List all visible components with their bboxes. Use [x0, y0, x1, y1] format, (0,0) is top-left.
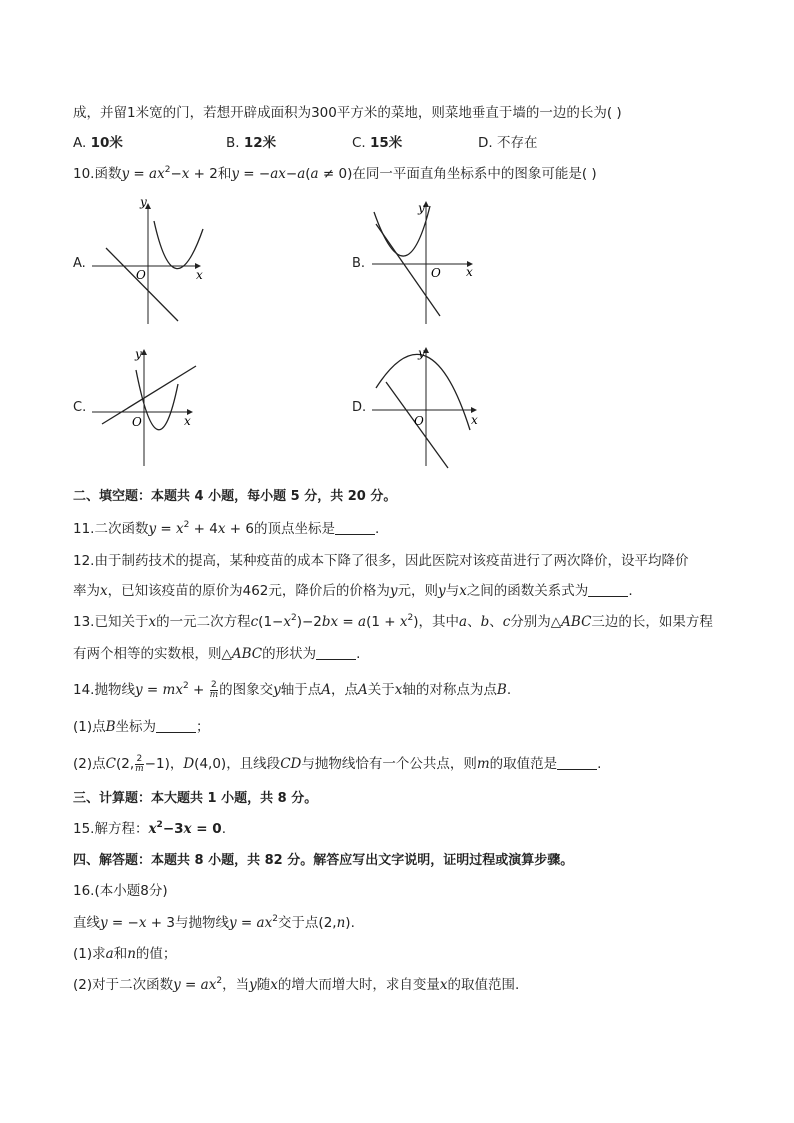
q14-part-2: (2)点C(2, $\frac{2}{m}$ −1)，D(4,0)，且线段CD与抛物线恰有一个公共点，则m的取值范是 .: [73, 753, 602, 774]
svg-text:x: x: [466, 265, 473, 279]
svg-text:x: x: [196, 268, 203, 282]
graph-d-label: D.: [352, 400, 367, 415]
graph-a: [88, 196, 218, 326]
q15: 15.解方程：$x^2-3x = 0$.: [73, 820, 226, 837]
q13-line-1: 13.已知关于x的一元二次方程$c(1-x^2)-2bx = a(1 + x^2)$，其中a、b、c分别为△ABC三边的长，如果方程: [73, 613, 713, 630]
section-4-heading: 四、解答题：本题共 8 小题，共 82 分。解答应写出文字说明，证明过程或演算步骤。: [73, 853, 574, 868]
graph-d: [368, 342, 488, 472]
svg-text:O: O: [431, 266, 441, 280]
section-3-heading: 三、计算题：本大题共 1 小题，共 8 分。: [73, 791, 318, 806]
q9-option-a: A. 10米: [73, 135, 123, 151]
svg-text:x: x: [184, 414, 191, 428]
q9-option-d: D. 不存在: [478, 135, 538, 151]
q10-stem: 10.函数$y = ax^2-x + 2$和y = −ax−a(a ≠ 0)在同一平面直角坐标系中的图象可能是( ): [73, 165, 597, 182]
q9-text: 成，并留1米宽的门，若想开辟成面积为300平方米的菜地，则菜地垂直于墙的一边的长为( ): [73, 105, 622, 121]
svg-text:O: O: [132, 415, 142, 429]
q13-blank[interactable]: [316, 645, 356, 660]
svg-text:O: O: [414, 414, 424, 428]
graph-c: [88, 342, 208, 472]
q11-blank[interactable]: [335, 520, 375, 535]
q12-line-2: 率为x，已知该疫苗的原价为462元，降价后的价格为y元，则y与x之间的函数关系式为 .: [73, 583, 633, 599]
graph-a-label: A.: [73, 256, 86, 271]
graph-c-label: C.: [73, 400, 87, 415]
svg-text:O: O: [136, 268, 146, 282]
q16-stem: 直线y = −x + 3与抛物线$y = ax^2$交于点(2,n).: [73, 914, 355, 931]
q16-part-1: (1)求a和n的值；: [73, 946, 177, 962]
q14-blank-1[interactable]: [156, 718, 196, 733]
q16-note: 16.(本小题8分): [73, 883, 168, 899]
svg-text:y: y: [418, 201, 425, 215]
q9-option-c: C. 15米: [352, 135, 403, 151]
q14-stem: 14.抛物线$y = mx^2$ + $\frac{2}{m}$ 的图象交y轴于点A，点A关于x轴的对称点为点B.: [73, 679, 512, 700]
q11: 11.二次函数$y = x^2 + 4x + 6$的顶点坐标是 .: [73, 520, 380, 537]
graph-b: [368, 196, 488, 326]
q14-blank-2[interactable]: [557, 755, 597, 770]
q9-continuation: [73, 103, 622, 123]
q12-blank[interactable]: [588, 582, 628, 597]
q12-line-1: 12.由于制药技术的提高，某种疫苗的成本下降了很多，因此医院对该疫苗进行了两次降价，设平均降价: [73, 553, 689, 569]
section-2-heading: 二、填空题：本题共 4 小题，每小题 5 分，共 20 分。: [73, 489, 397, 504]
svg-text:y: y: [135, 347, 142, 361]
q14-part-1: (1)点B坐标为 ；: [73, 719, 210, 735]
svg-text:y: y: [140, 196, 147, 209]
q9-option-b: B. 12米: [226, 135, 277, 151]
svg-text:x: x: [471, 413, 478, 427]
q16-part-2: (2)对于二次函数$y = ax^2$，当y随x的增大而增大时，求自变量x的取值范围.: [73, 976, 520, 993]
q13-line-2: 有两个相等的实数根，则△ABC的形状为 .: [73, 646, 361, 662]
svg-text:y: y: [418, 346, 425, 360]
graph-b-label: B.: [352, 256, 366, 271]
